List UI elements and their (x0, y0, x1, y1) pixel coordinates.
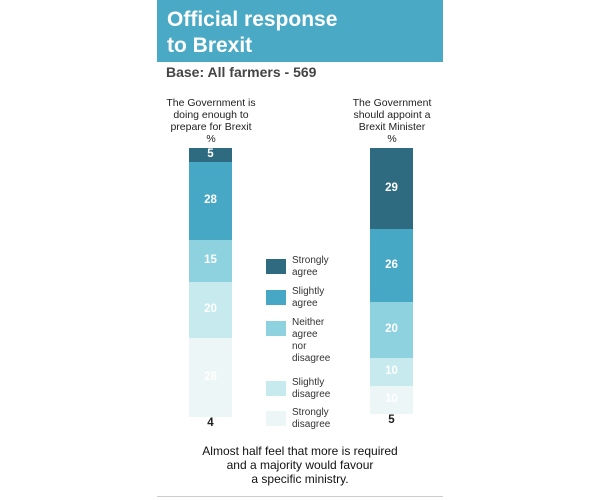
bar-2-value-strongly-agree: 29 (385, 181, 398, 194)
bar-1-value-dont-know: 4 (207, 416, 214, 429)
bottom-rule (157, 496, 443, 497)
bar-2-segment-slightly-agree (370, 229, 413, 302)
legend-swatch-strongly-agree (266, 259, 286, 274)
subtitle: Base: All farmers - 569 (166, 64, 317, 80)
legend-label-strongly-disagree: Strongly disagree (292, 407, 331, 430)
bar-1-segment-slightly-agree (189, 162, 232, 240)
bar-2-value-strongly-disagree: 10 (385, 393, 398, 405)
bar-1-value-strongly-agree: 5 (207, 148, 214, 160)
bar-2-segment-strongly-disagree (370, 386, 413, 414)
category-label-2-line-4: % (387, 133, 397, 145)
bar-2 (370, 148, 413, 428)
bar-1-segment-slightly-disagree (189, 282, 232, 338)
category-label-1-line-4: % (206, 133, 216, 145)
legend-label-slightly-agree: Slightly agree (292, 286, 325, 309)
bar-2-value-slightly-agree: 26 (385, 258, 398, 271)
category-label-1 (150, 97, 272, 145)
category-label-2-line-1: The Government (352, 97, 432, 109)
category-label-1-line-3: prepare for Brexit (170, 121, 252, 133)
category-label-2 (330, 97, 454, 145)
bar-1-value-slightly-agree: 28 (204, 194, 217, 207)
legend-swatch-strongly-disagree (266, 411, 286, 426)
bar-1-value-neither: 15 (204, 254, 217, 267)
category-label-2-line-3: Brexit Minister (358, 121, 426, 133)
bar-2-segment-strongly-agree (370, 148, 413, 229)
legend-swatch-neither (266, 321, 286, 336)
category-label-1-line-1: The Government is (166, 97, 256, 109)
bar-1-segment-dont-know (189, 417, 232, 428)
category-label-1-line-2: doing enough to (173, 109, 249, 121)
bar-2-segment-dont-know (370, 414, 413, 428)
bar-2-value-slightly-disagree: 10 (385, 365, 398, 377)
bar-1-segment-neither (189, 240, 232, 282)
bar-1-value-slightly-disagree: 20 (204, 303, 217, 316)
bar-1-segment-strongly-agree (189, 148, 232, 162)
legend-label-strongly-agree: Strongly agree (292, 255, 329, 278)
bar-2-segment-slightly-disagree (370, 358, 413, 386)
bar-2-segment-neither (370, 302, 413, 358)
caption-line-3: a specific ministry. (251, 472, 349, 486)
legend-label-neither: Neither agree nor disagree (292, 317, 331, 364)
title-line-2: to Brexit (167, 34, 253, 57)
legend-swatch-slightly-disagree (266, 381, 286, 396)
category-label-2-line-2: should appoint a (353, 109, 431, 121)
title-band (157, 0, 443, 62)
bar-1-segment-strongly-disagree (189, 338, 232, 416)
bar-1 (189, 148, 232, 428)
bar-2-value-neither: 20 (385, 323, 398, 335)
caption-line-2: and a majority would favour (226, 458, 374, 472)
title-line-1: Official response (167, 8, 338, 31)
bar-2-value-dont-know: 5 (388, 414, 395, 426)
bar-1-value-strongly-disagree: 28 (204, 370, 217, 383)
caption-line-1: Almost half feel that more is required (202, 444, 398, 458)
legend-label-slightly-disagree: Slightly disagree (292, 377, 331, 400)
caption (157, 444, 443, 486)
legend-swatch-slightly-agree (266, 290, 286, 305)
